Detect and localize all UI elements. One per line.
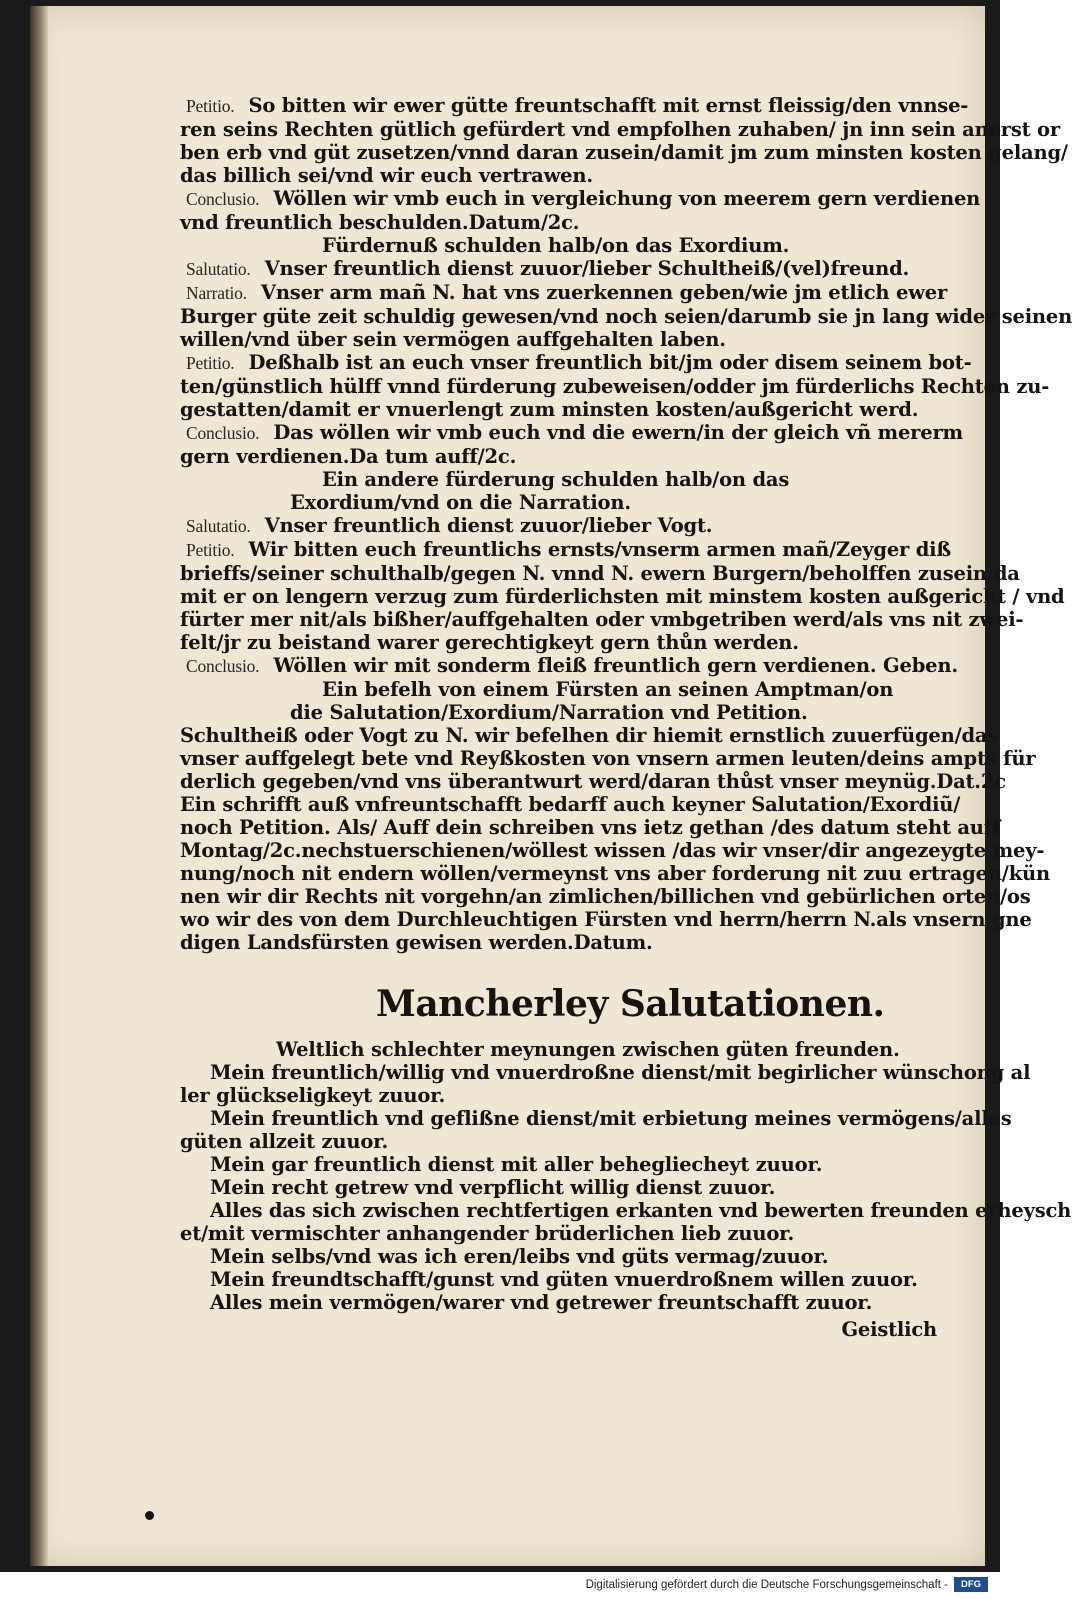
line-text: gern verdienen.Da tum auff/2c. (180, 445, 517, 468)
salutation-line (180, 1268, 945, 1291)
rhetoric-label: Petitio. (186, 540, 235, 560)
salutation-line (180, 1061, 1031, 1084)
text-line (180, 514, 945, 538)
line-text: Ein andere fürderung schulden halb/on das (322, 468, 790, 491)
text-line (180, 118, 1060, 141)
text-line (180, 793, 961, 816)
line-text: Wöllen wir mit sonderm fleiß freuntlich gern verdienen. Geben. (273, 654, 958, 677)
line-text: Alles mein vermögen/warer vnd getrewer freuntschafft zuuor. (210, 1291, 873, 1314)
text-line (180, 631, 945, 654)
line-text: Mein recht getrew vnd verpflicht willig dienst zuuor. (210, 1176, 776, 1199)
line-text: nen wir dir Rechts nit vorgehn/an zimlichen/billichen vnd gebürlichen orten/os (180, 885, 1031, 908)
text-line (180, 305, 1072, 328)
text-line (180, 701, 945, 724)
rhetoric-label: Petitio. (186, 353, 235, 373)
main-text-lines (180, 94, 1072, 954)
line-text: vnser auffgelegt bete vnd Reyßkosten von vnsern armen leuten/deins ampts für (180, 747, 1036, 770)
line-text: nung/noch nit endern wöllen/vermeynst vns aber forderung nit zuu ertragen/kün (180, 862, 1050, 885)
line-text: Mein freundtschafft/gunst vnd güten vnuerdroßnem willen zuuor. (210, 1268, 918, 1291)
text-line (180, 908, 1032, 931)
text-line (180, 141, 1068, 164)
text-line (180, 491, 945, 514)
salutation-line (180, 1199, 1072, 1222)
line-text: Vnser arm mañ N. hat vns zuerkennen geben/wie jm etlich ewer (260, 281, 948, 304)
text-line (180, 654, 958, 678)
line-text: noch Petition. Als/ Auff dein schreiben vns ietz gethan /des datum steht auff (180, 816, 1001, 839)
salutation-line (180, 1176, 945, 1199)
text-line (180, 562, 1020, 585)
text-line (180, 351, 972, 375)
text-line (180, 678, 945, 701)
text-line (180, 94, 969, 118)
text-line (180, 862, 1050, 885)
line-text: derlich gegeben/vnd vns überantwurt werd/daran thůst vnser meynüg.Dat.2c (180, 770, 1006, 793)
text-line (180, 187, 981, 211)
line-text: ben erb vnd güt zusetzen/vnnd daran zusein/damit jm zum minsten kosten gelang/ (180, 141, 1068, 164)
text-line (180, 398, 945, 421)
line-text: felt/jr zu beistand warer gerechtigkeyt gern thůn werden. (180, 631, 799, 654)
text-line (180, 724, 999, 747)
line-text: ler glückseligkeyt zuuor. (180, 1084, 446, 1107)
line-text: wo wir des von dem Durchleuchtigen Fürsten vnd herrn/herrn N.als vnsern gne (180, 908, 1032, 931)
ink-dot (145, 1511, 154, 1520)
rhetoric-label: Conclusio. (186, 423, 260, 443)
rhetoric-label: Conclusio. (186, 656, 260, 676)
line-text: Fürdernuß schulden halb/on das Exordium. (322, 234, 790, 257)
line-text: Ein schrifft auß vnfreuntschafft bedarff auch keyner Salutation/Exordiũ/ (180, 793, 961, 816)
line-text: So bitten wir ewer gütte freuntschafft mit ernst fleissig/den vnnse- (248, 94, 969, 117)
salutation-line (180, 1038, 945, 1061)
page-text (180, 94, 1072, 1341)
text-line (180, 445, 945, 468)
line-text: fürter mer nit/als bißher/auffgehalten oder vmbgetriben werd/als vns nit zwei- (180, 608, 1024, 631)
binding-edge (30, 6, 48, 1566)
line-text: Alles das sich zwischen rechtfertigen erkanten vnd bewerten freunden erheysch (210, 1199, 1072, 1222)
text-line (180, 164, 945, 187)
line-text: ten/günstlich hülff vnnd fürderung zubeweisen/odder jm fürderlichs Rechten zu- (180, 375, 1050, 398)
salutation-line (180, 1130, 945, 1153)
salutation-line (180, 1153, 945, 1176)
salutation-line (180, 1107, 1012, 1130)
line-text: Mein freuntlich/willig vnd vnuerdroßne dienst/mit begirlicher wünschong al (210, 1061, 1031, 1084)
line-text: digen Landsfürsten gewisen werden.Datum. (180, 931, 653, 954)
text-line (180, 816, 1001, 839)
text-line (180, 608, 1024, 631)
section-title: Mancherley Salutationen. (376, 983, 885, 1025)
line-text: willen/vnd über sein vermögen auffgehalten laben. (180, 328, 726, 351)
line-text: Wöllen wir vmb euch in vergleichung von meerem gern verdienen (273, 187, 981, 210)
text-line (180, 257, 945, 281)
line-text: Exordium/vnd on die Narration. (290, 491, 631, 514)
line-text: gestatten/damit er vnuerlengt zum minsten kosten/außgericht werd. (180, 398, 919, 421)
text-line (180, 931, 945, 954)
rhetoric-label: Conclusio. (186, 189, 260, 209)
dfg-logo: DFG (954, 1577, 988, 1592)
text-line (180, 468, 945, 491)
text-line (180, 839, 1045, 862)
line-text: Mein selbs/vnd was ich eren/leibs vnd güts vermag/zuuor. (210, 1245, 829, 1268)
text-line (180, 585, 1065, 608)
line-text: ren seins Rechten gütlich gefürdert vnd empfolhen zuhaben/ jn inn sein anerst or (180, 118, 1060, 141)
text-line (180, 328, 945, 351)
text-line (180, 281, 948, 305)
text-line (180, 747, 1036, 770)
line-text: Burger güte zeit schuldig gewesen/vnd noch seien/darumb sie jn lang wider seinen (180, 305, 1072, 328)
text-line (180, 885, 1031, 908)
line-text: güten allzeit zuuor. (180, 1130, 389, 1153)
text-line (180, 234, 945, 257)
line-text: Weltlich schlechter meynungen zwischen güten freunden. (276, 1038, 900, 1061)
funding-notice: Digitalisierung gefördert durch die Deutsche Forschungsgemeinschaft - (585, 1579, 948, 1591)
salutation-line (180, 1084, 945, 1107)
line-text: vnd freuntlich beschulden.Datum/2c. (180, 211, 580, 234)
line-text: Wir bitten euch freuntlichs ernsts/vnserm armen mañ/Zeyger diß (248, 538, 951, 561)
line-text: die Salutation/Exordium/Narration vnd Petition. (290, 701, 808, 724)
line-text: Mein freuntlich vnd geflißne dienst/mit erbietung meines vermögens/alles (210, 1107, 1012, 1130)
line-text: Mein gar freuntlich dienst mit aller behegliecheyt zuuor. (210, 1153, 823, 1176)
footer-bar (0, 1572, 1000, 1599)
rhetoric-label: Salutatio. (186, 259, 251, 279)
salutation-line (180, 1245, 945, 1268)
rhetoric-label: Salutatio. (186, 516, 251, 536)
line-text: Deßhalb ist an euch vnser freuntlich bit/jm oder disem seinem bot- (248, 351, 972, 374)
line-text: brieffs/seiner schulthalb/gegen N. vnnd N. ewern Burgern/beholffen zusein/da (180, 562, 1020, 585)
catchword: Geistlich (841, 1318, 937, 1341)
rhetoric-label: Petitio. (186, 96, 235, 116)
text-line (180, 538, 951, 562)
line-text: Ein befelh von einem Fürsten an seinen Amptman/on (322, 678, 894, 701)
rhetoric-label: Narratio. (186, 283, 247, 303)
salutation-lines (180, 1038, 1072, 1314)
line-text: mit er on lengern verzug zum fürderlichsten mit minstem kosten außgericht / vnd (180, 585, 1065, 608)
salutation-line (180, 1222, 945, 1245)
line-text: et/mit vermischter anhangender brüderlichen lieb zuuor. (180, 1222, 795, 1245)
salutation-line (180, 1291, 945, 1314)
text-line (180, 770, 1006, 793)
line-text: das billich sei/vnd wir euch vertrawen. (180, 164, 593, 187)
text-line (180, 375, 1050, 398)
line-text: Schultheiß oder Vogt zu N. wir befelhen dir hiemit ernstlich zuuerfügen/das (180, 724, 999, 747)
text-line (180, 211, 945, 234)
text-line (180, 421, 963, 445)
line-text: Vnser freuntlich dienst zuuor/lieber Schultheiß/(vel)freund. (264, 257, 910, 280)
line-text: Das wöllen wir vmb euch vnd die ewern/in der gleich vñ mererm (273, 421, 963, 444)
book-page (30, 6, 1072, 1566)
line-text: Montag/2c.nechstuerschienen/wöllest wissen /das wir vnser/dir angezeygte mey- (180, 839, 1045, 862)
line-text: Vnser freuntlich dienst zuuor/lieber Vogt. (264, 514, 713, 537)
